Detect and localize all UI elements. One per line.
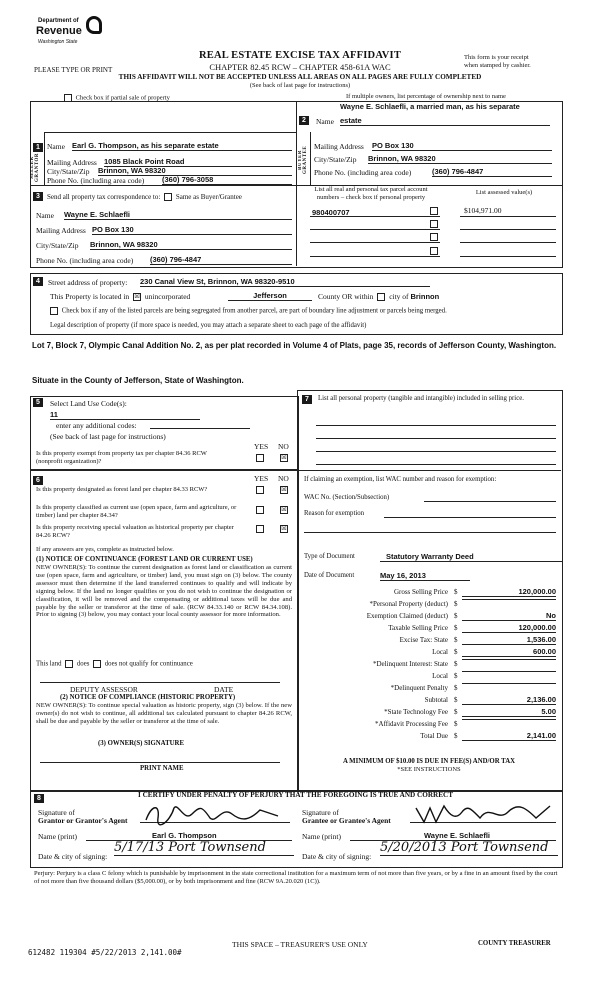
corr-name[interactable]: Wayne E. Schlaefli [64,210,292,220]
does-checkbox[interactable] [65,660,73,668]
tax-row-value[interactable]: 120,000.00 [462,623,556,633]
additional-codes-label: enter any additional codes: [56,421,137,430]
does-not-checkbox[interactable] [93,660,101,668]
grantee-sig-label-1: Signature of [302,808,339,817]
corr-name-label: Name [36,211,54,220]
tax-row-dollar: $ [454,624,458,632]
historic-question: Is this property receiving special valuation as historical property per chapter 84.26 RCW? [36,524,234,539]
exempt-question: Is this property exempt from property tax per chapter 84.36 RCW (nonprofit organization)? [36,450,207,465]
seller-address[interactable]: 1085 Black Point Road [104,157,292,167]
grantee-name[interactable]: Wayne E. Schlaefli [350,831,556,841]
parcel-pp-checkbox-2[interactable] [430,220,438,228]
minimum-note: A MINIMUM OF $10.00 IS DUE IN FEE(S) AND/OR TAX [342,758,516,765]
tax-row-value[interactable] [462,719,556,720]
seller-side-label: SELLER GRANTOR [30,153,40,182]
tax-row-label: *Personal Property (deduct) [369,600,448,608]
parcel-number[interactable]: 980400707 [312,208,350,217]
section8-number: 8 [34,794,44,803]
grantee-signature[interactable] [410,802,556,823]
dor-logo [36,14,108,50]
buyer-phone-label: Phone No. (including area code) [314,168,412,177]
segregation-checkbox[interactable] [50,307,58,315]
section1-number: 1 [33,143,43,152]
tax-row-dollar: $ [454,660,458,668]
tax-row-dollar: $ [454,732,458,740]
tax-row-label: Subtotal [424,696,448,704]
corr-city-label: City/State/Zip [36,241,79,250]
deputy-date-label: DATE [214,685,234,694]
correspondence-label: Send all property tax correspondence to: [47,193,161,201]
seller-name-label: Name [47,142,65,151]
current-use-yes-checkbox[interactable] [256,506,264,514]
buyer-name-line1: Wayne E. Schlaefli, a married man, as his separate [340,102,520,111]
tax-row-label: *State Technology Fee [384,708,448,716]
same-as-buyer-checkbox[interactable] [164,193,172,201]
grantee-date-city[interactable]: 5/20/2013 Port Townsend [380,840,558,856]
buyer-phone[interactable]: (360) 796-4847 [432,167,552,177]
tax-row-value[interactable]: 2,141.00 [462,731,556,741]
parcels-header-2: numbers – check box if personal property [316,194,426,201]
dept-line3: Washington State [38,39,78,45]
tax-row-dollar: $ [454,696,458,704]
city-name[interactable]: Brinnon [410,292,440,301]
tax-row-dollar: $ [454,684,458,692]
grantee-sig-label-2: Grantee or Grantee's Agent [302,816,391,825]
notice1-text: NEW OWNER(S): To continue the current designation as forest land or classification as current use (open space, farm and agriculture, or timber) land, you must sign on (3) below. The county assessor must then determine if the land transferred continues to qualify and will indicate by signing below. If the land no longer qualifies or you do not wish to continue the designation or classification, it will be removed and the compensating or additional taxes will be due and payable by the seller or transferor at the time of sale. (RCW 84.33.140 or RCW 84.34.108). Prior to signing (3) below, you may contact your local county assessor for more information. [36,564,292,619]
city-of-label: city of [389,292,409,301]
buyer-city[interactable]: Brinnon, WA 98320 [368,154,552,164]
corr-phone[interactable]: (360) 796-4847 [150,255,292,265]
tax-row-dollar: $ [454,708,458,716]
county-or-label: County OR within [318,292,374,301]
current-use-no-checkbox[interactable]: ☒ [281,507,287,513]
street-label: Street address of property: [48,278,128,287]
certify-statement: I CERTIFY UNDER PENALTY OF PERJURY THAT THE FOREGOING IS TRUE AND CORRECT [138,791,453,799]
tax-row-value[interactable]: 600.00 [462,647,556,657]
multiple-owners-note: If multiple owners, list percentage of ownership next to name [346,93,506,100]
tax-row-dollar: $ [454,672,458,680]
this-land-label: This land [36,660,62,668]
tax-row-label: *Delinquent Penalty [390,684,448,692]
buyer-side-label: BUYER GRANTEE [298,145,308,175]
tax-row-value[interactable]: No [462,611,556,621]
tax-row-value[interactable] [462,599,556,600]
exempt-no-checkbox[interactable]: ☒ [281,455,287,461]
parcels-header-1: List all real and personal tax parcel account [314,186,428,193]
tax-row-dollar: $ [454,600,458,608]
corr-address[interactable]: PO Box 130 [92,225,292,235]
receipt-note-2: when stamped by cashier. [464,62,531,69]
buyer-city-label: City/State/Zip [314,155,357,164]
seller-name[interactable]: Earl G. Thompson, as his separate estate [72,141,292,151]
tax-row-label: Total Due [420,732,448,740]
parcel-pp-checkbox-1[interactable] [430,207,438,215]
situate-text: Situate in the County of Jefferson, State of Washington. [32,376,244,385]
grantor-date-city[interactable]: 5/17/13 Port Townsend [114,840,294,856]
historic-yes-checkbox[interactable] [256,525,264,533]
historic-no-checkbox[interactable]: ☒ [281,526,287,532]
legal-description: Lot 7, Block 7, Olympic Canal Addition No. 2, as per plat recorded in Volume 4 of Plats, page 35, records of Jefferson County, Washington. [32,341,557,350]
same-as-buyer-label: Same as Buyer/Grantee [175,193,242,201]
tax-row-label: Local [432,672,448,680]
tax-row-value[interactable] [462,671,556,672]
print-name-label: PRINT NAME [140,765,184,772]
does-label: does [76,660,90,668]
exempt-yes-checkbox[interactable] [256,454,264,462]
buyer-address-label: Mailing Address [314,142,364,151]
tax-row-label: *Delinquent Interest: State [372,660,448,668]
parcel-pp-checkbox-3[interactable] [430,233,438,241]
section6-number: 6 [33,476,43,485]
corr-phone-label: Phone No. (including area code) [36,256,134,265]
form-title: REAL ESTATE EXCISE TAX AFFIDAVIT [198,50,402,61]
tax-row-value[interactable] [462,683,556,684]
section4-number: 4 [33,277,43,286]
forest-yes-checkbox[interactable] [256,486,264,494]
logo-mark-icon [86,16,102,34]
tax-row-dollar: $ [454,720,458,728]
unincorporated-checkbox[interactable]: ☒ [134,294,140,301]
s6-yes: YES [254,474,269,483]
tax-row-dollar: $ [454,612,458,620]
tax-row-value[interactable]: 5.00 [462,707,556,717]
corr-address-label: Mailing Address [36,226,86,235]
assessed-header: List assessed value(s) [475,189,533,196]
land-use-code[interactable]: 11 [50,410,200,420]
grantee-date-label: Date & city of signing: [302,852,372,861]
doc-date-label: Date of Document [304,572,355,579]
grantee-signature-scribble [410,802,556,826]
tax-row-dollar: $ [454,588,458,596]
seller-city[interactable]: Brinnon, WA 98320 [98,166,292,176]
form-chapter: CHAPTER 82.45 RCW – CHAPTER 458-61A WAC [209,62,391,72]
tax-row-value[interactable]: 120,000.00 [462,587,556,597]
notice1-title: (1) NOTICE OF CONTINUANCE (FOREST LAND OR CURRENT USE) [36,556,253,563]
form-warning: THIS AFFIDAVIT WILL NOT BE ACCEPTED UNLESS ALL AREAS ON ALL PAGES ARE FULLY COMPLETED [118,73,482,81]
tax-row-dollar: $ [454,636,458,644]
seller-address-label: Mailing Address [47,158,97,167]
s5-yes: YES [254,442,269,451]
see-instructions: *SEE INSTRUCTIONS [397,766,461,773]
grantor-name-label: Name (print) [38,832,77,841]
land-use-label: Select Land Use Code(s): [50,399,127,408]
grantor-date-label: Date & city of signing: [38,852,108,861]
owner-signature-label: (3) OWNER(S) SIGNATURE [98,740,184,747]
tax-row-label: Exemption Claimed (deduct) [366,612,448,620]
treasurer-space: THIS SPACE – TREASURER'S USE ONLY [232,940,368,949]
street-address[interactable]: 230 Canal View St, Brinnon, WA 98320-9510 [140,277,430,287]
corr-city[interactable]: Brinnon, WA 98320 [90,240,292,250]
doc-type[interactable]: Statutory Warranty Deed [380,552,562,562]
section5-number: 5 [33,398,43,407]
tax-row-label: Local [432,648,448,656]
located-prefix: This Property is located in [50,292,130,301]
tax-row-label: Excise Tax: State [399,636,448,644]
segregation-label: Check box if any of the listed parcels are being segregated from another parcel, are part of boundary line adjustment or parcels being merged. [61,307,447,315]
tax-row-value[interactable] [462,659,556,660]
tax-row-value[interactable]: 1,536.00 [462,635,556,645]
grantor-signature-scribble [140,802,290,826]
dept-line2: Revenue [36,25,82,37]
exemption-label: If claiming an exemption, list WAC number and reason for exemption: [304,476,497,483]
grantor-sig-label-1: Signature of [38,808,75,817]
current-use-question: Is this property classified as current use (open space, farm and agriculture, or timber) land per chapter 84.34? [36,504,237,519]
tax-row-label: *Affidavit Processing Fee [375,720,448,728]
grantor-signature[interactable] [140,802,290,823]
reason-label: Reason for exemption [304,510,365,517]
if-yes-note: If any answers are yes, complete as instructed below. [36,546,174,553]
land-use-see-back: (See back of last page for instructions) [50,432,166,441]
seller-phone-label: Phone No. (including area code) [47,176,145,185]
seller-city-label: City/State/Zip [47,167,90,176]
perjury-notice: Perjury: Perjury is a class C felony which is punishable by imprisonment in the state correctional institution for a maximum term of not more than five years, or by a fine in an amount fixed by the court of not more than five thousand dollars ($5,000.00), or by both imprisonment and fine (RCW 9A.20.020 (1C)). [34,870,558,885]
s6-no: NO [278,474,289,483]
grantee-name-label: Name (print) [302,832,341,841]
forest-no-checkbox[interactable]: ☒ [281,487,287,493]
receipt-note-1: This form is your receipt [464,54,529,61]
form-instructions: (See back of last page for instructions) [249,82,351,89]
buyer-name-label: Name [316,117,334,126]
assessed-value[interactable]: $104,971.00 [464,206,502,215]
partial-sale-label: Check box if partial sale of property [75,94,170,102]
tax-row-label: Taxable Selling Price [388,624,448,632]
notice2-text: NEW OWNER(S): To continue special valuation as historic property, sign (3) below. If the new owner(s) do not wish to continue, all additional tax calculated pursuant to chapter 84.26 RCW, shall be due and payable by the seller or transferor at the time of sale. [36,702,292,725]
buyer-address[interactable]: PO Box 130 [372,141,552,151]
county-treasurer: COUNTY TREASURER [478,940,551,947]
city-checkbox[interactable] [377,293,385,301]
section7-number: 7 [302,395,312,404]
tax-row-value[interactable]: 2,136.00 [462,695,556,705]
section3-number: 3 [33,192,43,201]
doc-type-label: Type of Document [304,553,355,560]
grantor-name[interactable]: Earl G. Thompson [86,831,292,841]
parcel-pp-checkbox-4[interactable] [430,247,438,255]
forest-question: Is this property designated as forest land per chapter 84.33 RCW? [36,486,208,493]
section2-number: 2 [299,116,309,125]
personal-property-label: List all personal property (tangible and intangible) included in selling price. [318,395,524,402]
county-name[interactable]: Jefferson [228,291,312,301]
tax-row-dollar: $ [454,648,458,656]
receipt-stamp: 612482 119304 #5/22/2013 2,141.00# [28,948,182,957]
notice2-title: (2) NOTICE OF COMPLIANCE (HISTORIC PROPERTY) [60,694,236,701]
deputy-assessor-label: DEPUTY ASSESSOR [70,685,138,694]
seller-phone[interactable]: (360) 796-3058 [162,175,292,185]
tax-row-label: Gross Selling Price [393,588,448,596]
unincorporated-label: unincorporated [144,292,191,301]
grantor-sig-label-2: Grantor or Grantor's Agent [38,816,128,825]
does-not-label: does not qualify for continuance [104,660,193,668]
s5-no: NO [278,442,289,451]
wac-label: WAC No. (Section/Subsection) [304,494,390,501]
please-type: PLEASE TYPE OR PRINT [34,66,113,74]
dept-line1: Department of [38,18,79,24]
legal-label: Legal description of property (if more space is needed, you may attach a separate sheet to each page of the affidavit) [50,322,367,329]
doc-date[interactable]: May 16, 2013 [380,571,470,581]
buyer-name-line2[interactable]: estate [340,116,550,126]
